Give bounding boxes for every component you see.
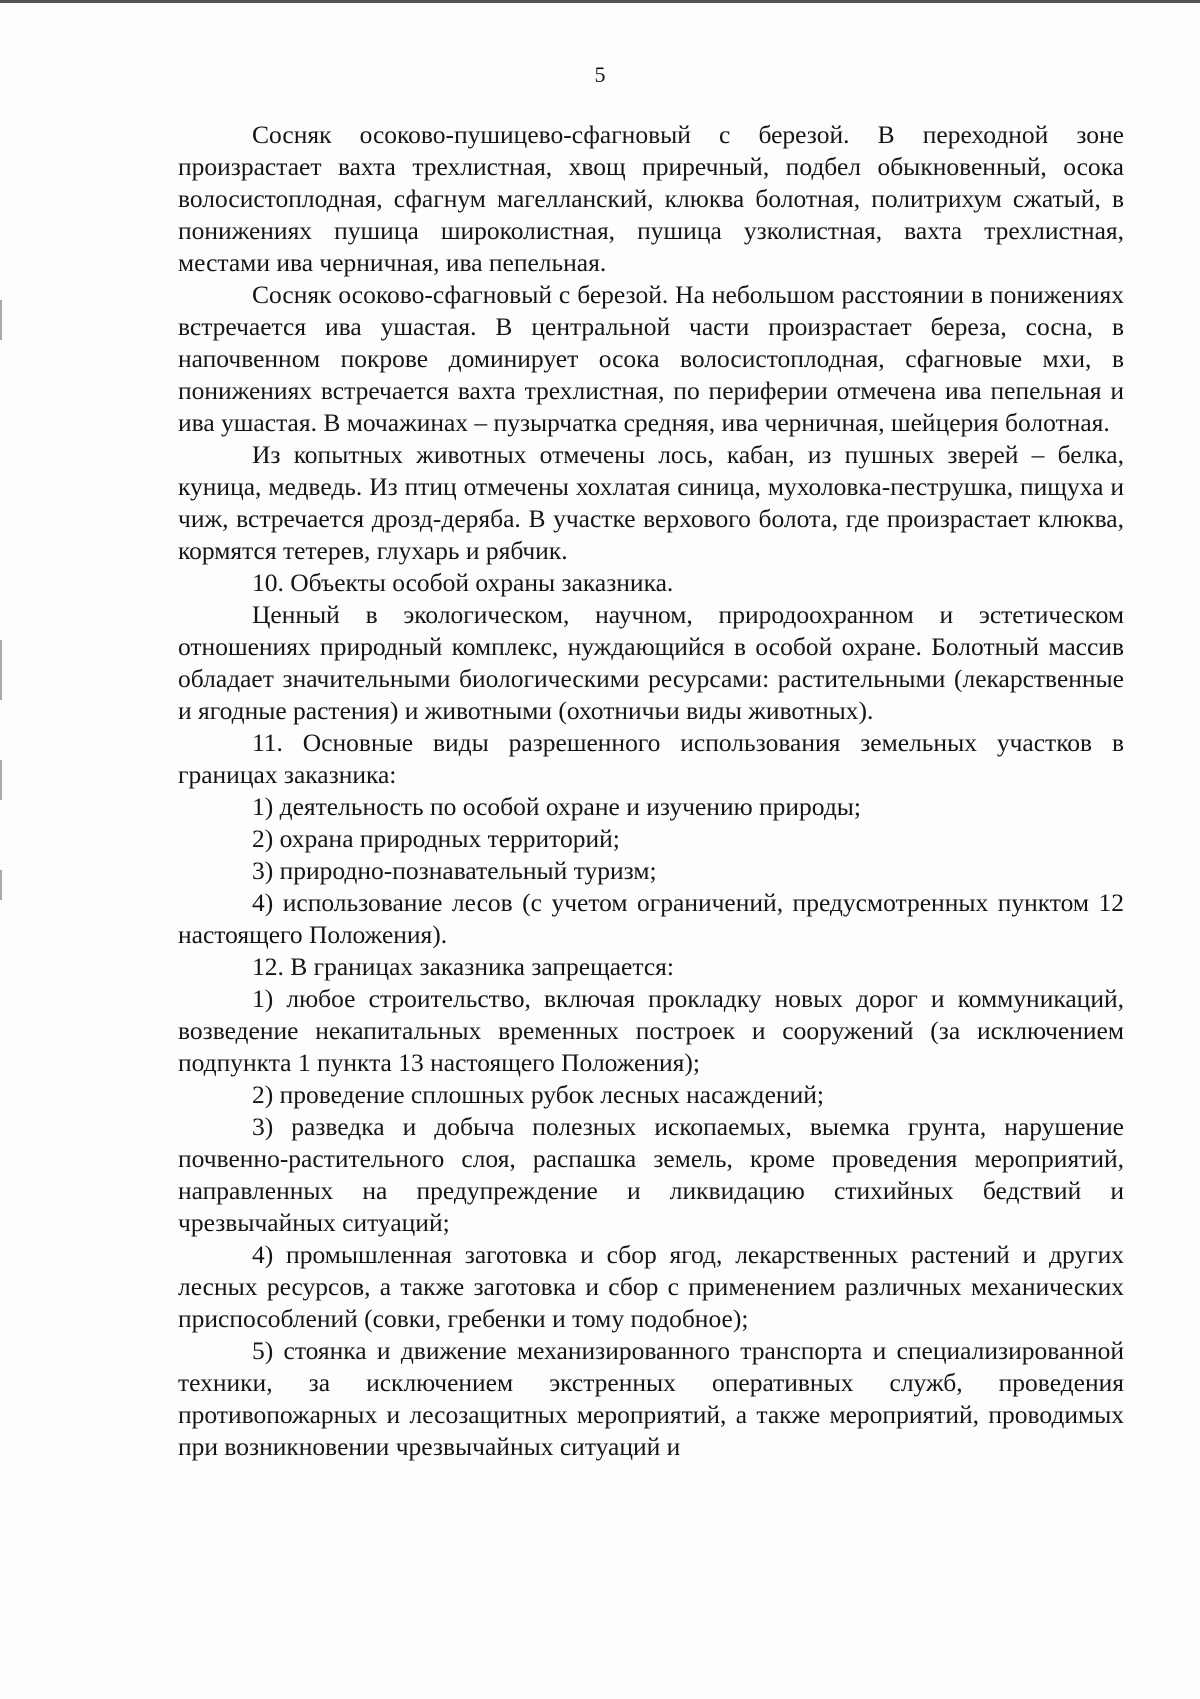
page-number: 5 <box>594 62 606 87</box>
list-item: 4) промышленная заготовка и сбор ягод, лекарственных растений и других лесных ресурсов, а также заготовка и сбор с применением различных механических приспособлений (совки, гребенки и тому подобное); <box>178 1240 1124 1333</box>
section-heading: 12. В границах заказника запрещается: <box>252 952 674 981</box>
top-border-line <box>0 0 1200 3</box>
scan-mark <box>0 640 2 700</box>
scan-mark <box>0 870 2 900</box>
paragraph: Сосняк осоково-пушицево-сфагновый с березой. В переходной зоне произрастает вахта трехлистная, хвощ приречный, подбел обыкновенный, осока волосистоплодная, сфагнум магелланский, клюква болотная, политрихум сжатый, в понижениях пушица широколистная, пушица узколистная, вахта трехлистная, местами ива черничная, ива пепельная. <box>178 120 1124 277</box>
list-item: 3) разведка и добыча полезных ископаемых, выемка грунта, нарушение почвенно-растительного слоя, распашка земель, кроме проведения мероприятий, направленных на предупреждение и ликвидацию стихийных бедствий и чрезвычайных ситуаций; <box>178 1112 1124 1237</box>
scan-mark <box>0 300 2 340</box>
document-body <box>178 119 1124 1463</box>
paragraph: Ценный в экологическом, научном, природоохранном и эстетическом отношениях природный комплекс, нуждающийся в особой охране. Болотный массив обладает значительными биологическими ресурсами: растительными (лекарственные и ягодные растения) и животными (охотничьи виды животных). <box>178 600 1124 725</box>
list-item: 1) любое строительство, включая прокладку новых дорог и коммуникаций, возведение некапитальных временных построек и сооружений (за исключением подпункта 1 пункта 13 настоящего Положения); <box>178 984 1124 1077</box>
list-item: 1) деятельность по особой охране и изучению природы; <box>252 792 862 821</box>
list-item: 3) природно-познавательный туризм; <box>252 856 657 885</box>
scan-mark <box>0 760 2 800</box>
section-heading: 10. Объекты особой охраны заказника. <box>252 568 674 597</box>
list-item: 5) стоянка и движение механизированного транспорта и специализированной техники, за исключением экстренных оперативных служб, проведения противопожарных и лесозащитных мероприятий, а также мероприятий, проводимых при возникновении чрезвычайных ситуаций и <box>178 1336 1124 1461</box>
paragraph: Сосняк осоково-сфагновый с березой. На небольшом расстоянии в понижениях встречается ива ушастая. В центральной части произрастает береза, сосна, в напочвенном покрове доминирует осока волосистоплодная, сфагновые мхи, в понижениях встречается вахта трехлистная, по периферии отмечена ива пепельная и ива ушастая. В мочажинах – пузырчатка средняя, ива черничная, шейцерия болотная. <box>178 280 1124 437</box>
list-item: 4) использование лесов (с учетом ограничений, предусмотренных пунктом 12 настоящего Положения). <box>178 888 1124 949</box>
list-item: 2) охрана природных территорий; <box>252 824 620 853</box>
section-heading: 11. Основные виды разрешенного использования земельных участков в границах заказника: <box>178 728 1124 789</box>
paragraph: Из копытных животных отмечены лось, кабан, из пушных зверей – белка, куница, медведь. Из птиц отмечены хохлатая синица, мухоловка-пеструшка, пищуха и чиж, встречается дрозд-деряба. В участке верхового болота, где произрастает клюква, кормятся тетерев, глухарь и рябчик. <box>178 440 1124 565</box>
list-item: 2) проведение сплошных рубок лесных насаждений; <box>252 1080 824 1109</box>
